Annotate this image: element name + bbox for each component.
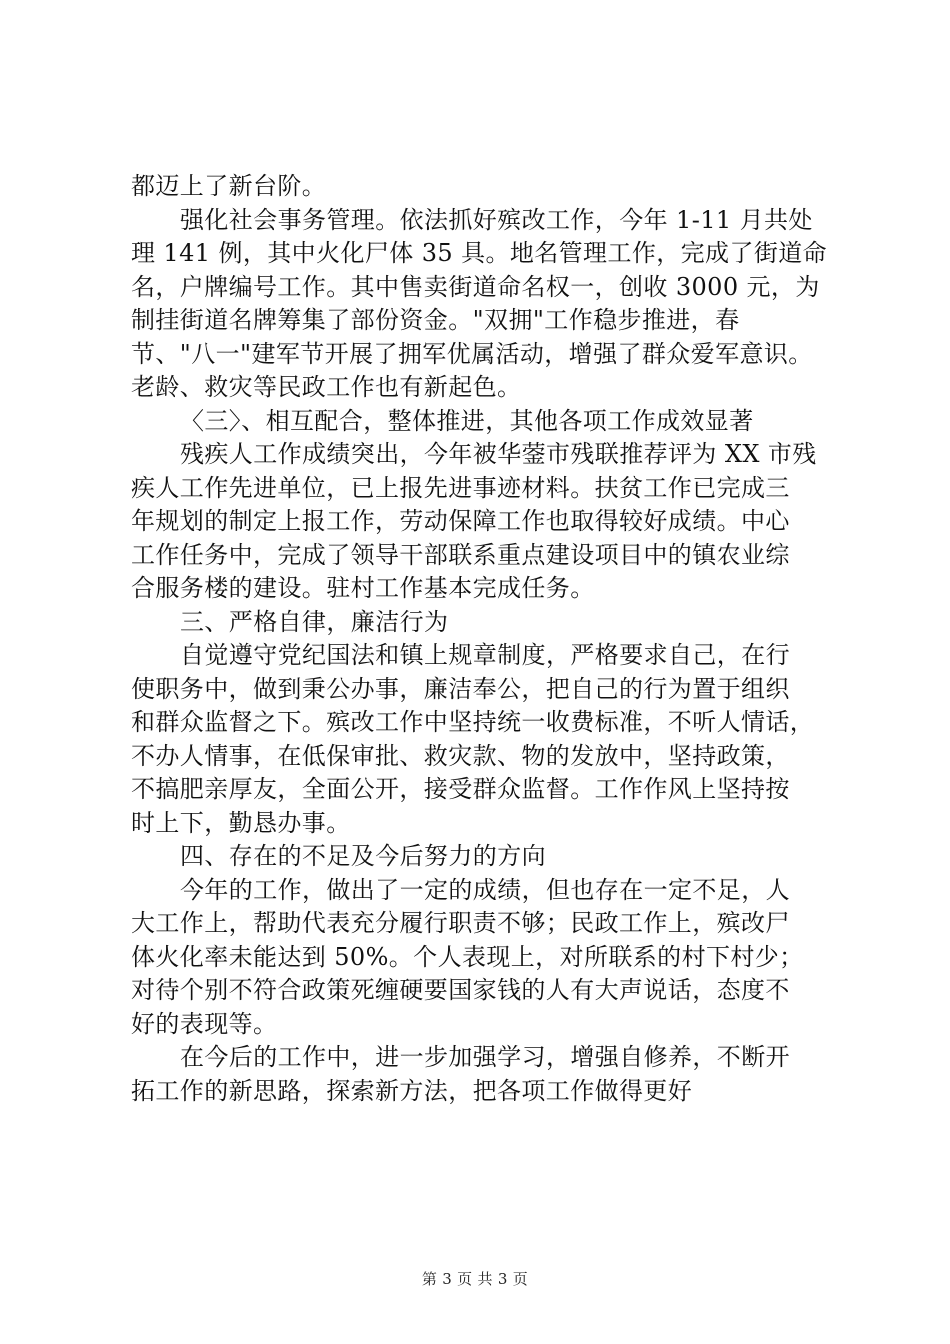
document-line: 制挂街道名牌筹集了部份资金。"双拥"工作稳步推进，春 <box>131 306 740 334</box>
document-line: 残疾人工作成绩突出，今年被华蓥市残联推荐评为 XX 市残 <box>180 440 817 468</box>
document-line: 〈三〉、相互配合，整体推进，其他各项工作成效显著 <box>180 406 754 435</box>
document-line: 不搞肥亲厚友，全面公开，接受群众监督。工作作风上坚持按 <box>131 775 790 803</box>
document-line: 都迈上了新台阶。 <box>131 172 327 200</box>
document-line: 疾人工作先进单位，已上报先进事迹材料。扶贫工作已完成三 <box>131 473 790 502</box>
document-line: 四、存在的不足及今后努力的方向 <box>180 842 546 870</box>
document-line: 理 141 例，其中火化尸体 35 具。地名管理工作，完成了街道命 <box>131 239 828 267</box>
document-line: 使职务中，做到秉公办事，廉洁奉公，把自己的行为置于组织 <box>131 674 790 703</box>
document-line: 老龄、救灾等民政工作也有新起色。 <box>131 373 522 401</box>
document-line: 大工作上，帮助代表充分履行职责不够；民政工作上，殡改尸 <box>131 909 790 937</box>
document-line: 和群众监督之下。殡改工作中坚持统一收费标准，不听人情话， <box>131 708 815 736</box>
document-line: 合服务楼的建设。驻村工作基本完成任务。 <box>131 574 595 602</box>
document-line: 年规划的制定上报工作，劳动保障工作也取得较好成绩。中心 <box>131 507 790 535</box>
document-line: 强化社会事务管理。依法抓好殡改工作，今年 1-11 月共处 <box>180 205 813 234</box>
document-line: 体火化率未能达到 50%。个人表现上，对所联系的村下村少； <box>131 942 804 971</box>
document-line: 名，户牌编号工作。其中售卖街道命名权一，创收 3000 元，为 <box>131 272 820 301</box>
document-line: 拓工作的新思路，探索新方法，把各项工作做得更好 <box>131 1076 693 1105</box>
page-footer: 第 3 页 共 3 页 <box>421 1270 529 1288</box>
document-line: 对待个别不符合政策死缠硬要国家钱的人有大声说话，态度不 <box>131 976 790 1004</box>
document-line: 三、严格自律，廉洁行为 <box>180 607 449 636</box>
document-line: 在今后的工作中，进一步加强学习，增强自修养，不断开 <box>180 1043 790 1071</box>
document-line: 节、"八一"建军节开展了拥军优属活动，增强了群众爱军意识。 <box>131 339 813 368</box>
document-line: 好的表现等。 <box>131 1009 278 1038</box>
document-body <box>131 170 861 1108</box>
document-line: 工作任务中，完成了领导干部联系重点建设项目中的镇农业综 <box>131 540 790 569</box>
document-line: 自觉遵守党纪国法和镇上规章制度，严格要求自己，在行 <box>180 641 790 669</box>
document-line: 今年的工作，做出了一定的成绩，但也存在一定不足，人 <box>180 875 790 904</box>
document-line: 不办人情事，在低保审批、救灾款、物的发放中，坚持政策， <box>131 741 790 770</box>
document-line: 时上下，勤恳办事。 <box>131 808 351 837</box>
